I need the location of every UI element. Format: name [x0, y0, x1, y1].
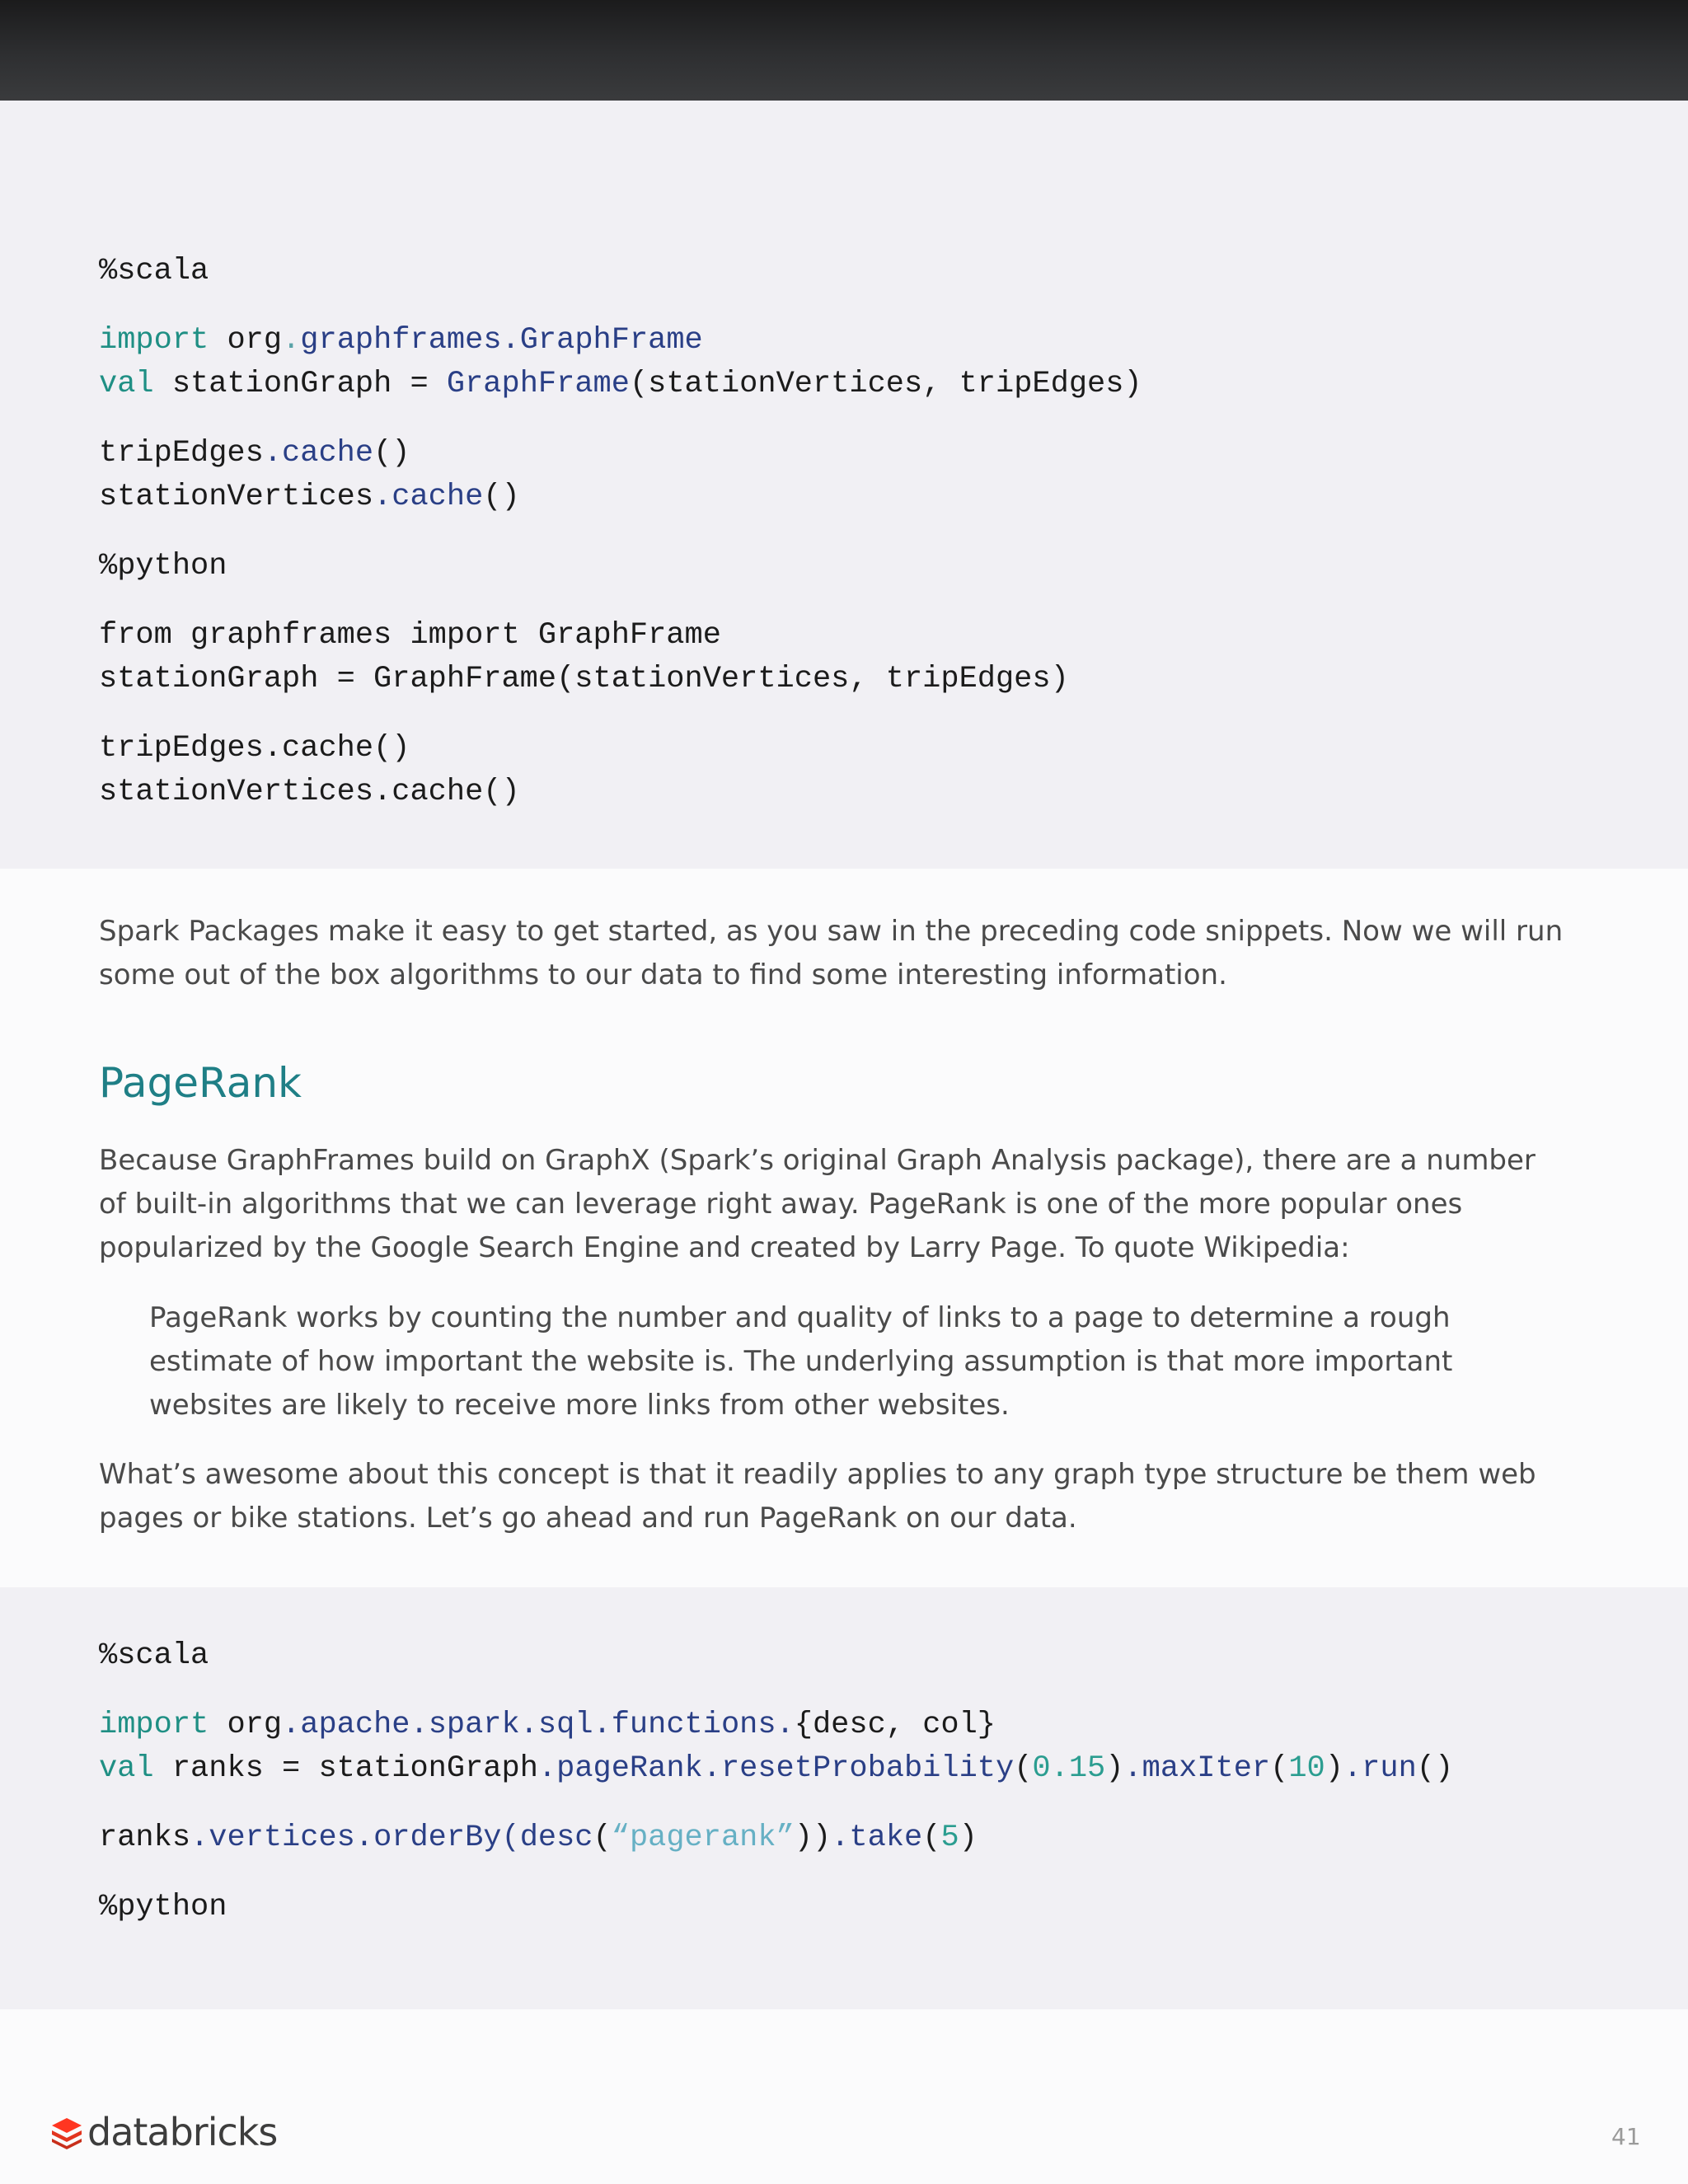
code-identifier: .apache.spark.sql.functions.	[282, 1708, 795, 1742]
code-text: org	[209, 323, 283, 358]
code-dot: .	[282, 323, 301, 358]
code-keyword: import	[99, 323, 209, 358]
code-text: ranks = stationGraph	[153, 1751, 538, 1786]
code-number: 0.15	[1032, 1751, 1106, 1786]
code-scala-import-line	[99, 323, 703, 358]
logo-wordmark: databricks	[87, 2110, 278, 2154]
code-identifier: graphframes.GraphFrame	[300, 323, 703, 358]
code-text: (stationVertices, tripEdges)	[629, 367, 1142, 401]
paragraph-concept: What’s awesome about this concept is that it readily applies to any graph type structure be them web pages or bike stations. Let’s go ahead and run PageRank on our data.	[99, 1458, 1536, 1535]
code-ranks-line	[99, 1751, 1454, 1786]
code-identifier: GraphFrame	[446, 367, 630, 401]
code-paren: ))	[794, 1821, 832, 1855]
code-scala-tag: %scala	[99, 1638, 209, 1673]
databricks-logo-icon	[49, 2115, 84, 2149]
code-python-import-line: from graphframes import GraphFrame	[99, 618, 721, 653]
code-paren: (	[1014, 1751, 1033, 1786]
code-import-functions-line	[99, 1710, 996, 1741]
code-scala-tag: %scala	[99, 254, 209, 288]
code-text: ()	[373, 436, 410, 471]
code-text: tripEdges	[99, 436, 264, 471]
code-keyword: val	[99, 1751, 154, 1786]
code-method: .run	[1343, 1751, 1417, 1786]
code-number: 10	[1288, 1751, 1325, 1786]
code-text: {desc, col}	[794, 1708, 996, 1742]
page-number: 41	[1611, 2123, 1641, 2150]
code-method: .maxIter	[1123, 1751, 1271, 1786]
code-python-tag: %python	[99, 549, 227, 583]
code-python-graph-line: stationGraph = GraphFrame(stationVertices, tripEdges)	[99, 662, 1069, 696]
code-keyword: val	[99, 367, 154, 401]
code-method: .cache	[263, 436, 374, 471]
code-python-cache-edges: tripEdges.cache()	[99, 731, 410, 766]
footer-logo	[49, 2110, 277, 2154]
code-method: .take	[831, 1821, 923, 1855]
blockquote-wikipedia: PageRank works by counting the number and quality of links to a page to determine a rough estimate of how important the website is. The underlying assumption is that more important websites are likely to receive more links from other websites.	[149, 1301, 1453, 1422]
code-text: stationGraph =	[153, 367, 447, 401]
code-string: “pagerank”	[611, 1821, 795, 1855]
code-paren: )	[1325, 1751, 1343, 1786]
code-text: ranks	[99, 1821, 191, 1855]
code-text: ()	[483, 480, 520, 514]
code-python-cache-vertices: stationVertices.cache()	[99, 775, 520, 809]
code-paren: (	[1270, 1751, 1289, 1786]
code-paren: )	[959, 1821, 978, 1855]
top-banner	[0, 0, 1688, 101]
code-python-tag: %python	[99, 1890, 227, 1924]
code-paren: (	[922, 1821, 941, 1855]
code-scala-cache-edges	[99, 438, 410, 469]
code-number: 5	[940, 1821, 959, 1855]
paragraph-intro: Spark Packages make it easy to get started, as you saw in the preceding code snippets. Now we will run some out of the box algorithms to our data to find some interesting information.	[99, 915, 1564, 991]
code-keyword: import	[99, 1708, 209, 1742]
paragraph-graphframes: Because GraphFrames build on GraphX (Spark’s original Graph Analysis package), there are a number of built-in algorithms that we can leverage right away. PageRank is one of the more popular ones popularized by the Google Search Engine and created by Larry Page. To quote Wikipedia:	[99, 1144, 1536, 1264]
code-scala-cache-vertices	[99, 482, 520, 513]
code-method: .cache	[373, 480, 484, 514]
code-paren: ()	[1416, 1751, 1454, 1786]
code-block-pagerank	[0, 1587, 1688, 2009]
code-method: .pageRank.resetProbability	[537, 1751, 1015, 1786]
code-text: stationVertices	[99, 480, 374, 514]
code-text: org	[209, 1708, 283, 1742]
code-scala-val-line	[99, 369, 1142, 400]
code-paren: )	[1105, 1751, 1124, 1786]
code-paren: (	[593, 1821, 612, 1855]
code-order-line	[99, 1823, 978, 1854]
code-method: .vertices.orderBy(desc	[190, 1821, 593, 1855]
section-heading-pagerank: PageRank	[99, 1059, 302, 1107]
